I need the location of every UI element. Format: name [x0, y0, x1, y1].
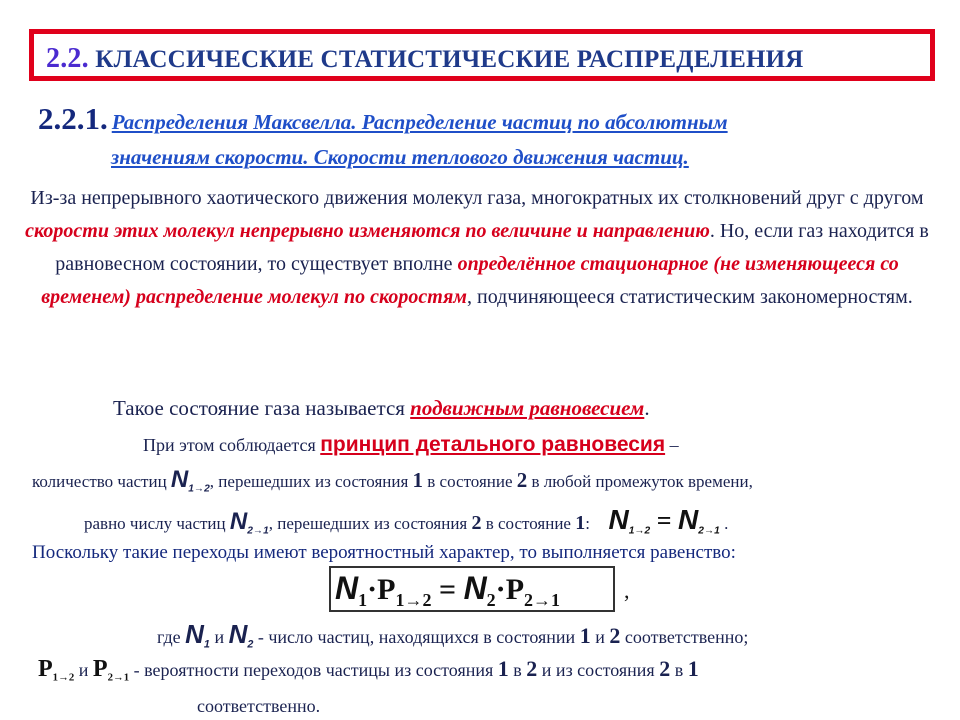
intro-text-1: Из-за непрерывного хаотического движения молекул газа, многократных их столкновений друг с другом	[30, 187, 924, 209]
where-state-1: 1	[579, 623, 591, 648]
state-1-label: 1	[575, 512, 586, 534]
section-number: 2.2.	[46, 43, 89, 74]
prob-text-2: - вероятности переходов частицы из состояния	[129, 660, 498, 680]
where-text-2: и	[209, 627, 229, 647]
n-subscript: 1→2	[188, 483, 210, 495]
line-b-text-3: в состояние	[481, 514, 576, 533]
formula-dot-1: ·	[367, 573, 378, 606]
where-text-3: - число частиц, находящихся в состоянии	[253, 627, 580, 647]
probability-line-end: соответственно.	[197, 696, 321, 716]
prob-state-3: 2	[659, 656, 671, 681]
transition-line-b	[84, 504, 728, 536]
principle-prefix: При этом соблюдается	[143, 435, 321, 455]
n-subscript: 2→1	[247, 525, 269, 537]
intro-emphasis-1: скорости этих молекул непрерывно изменяются по величине и направлению	[25, 220, 710, 242]
prob-text-5: в	[670, 660, 688, 680]
line-a-text-3: в состояние	[423, 472, 517, 491]
prob-p1-sub: 1→2	[52, 671, 75, 684]
line-b-text-4: :	[585, 514, 590, 533]
detailed-balance-term: принцип детального равновесия	[320, 433, 666, 456]
transition-line-a	[32, 466, 753, 494]
where-n2: N	[228, 619, 248, 649]
dynamic-equilibrium-term: подвижным равновесием	[410, 396, 645, 420]
formula-n1-sub: 1	[358, 590, 368, 610]
line-a-text-4: в любой промежуток времени,	[527, 472, 753, 491]
n-symbol: N	[229, 508, 248, 535]
n-symbol: N	[170, 466, 189, 493]
where-text-4: и	[590, 627, 610, 647]
line-a-text-1: количество частиц	[32, 472, 171, 491]
eq-n1-symbol: N	[608, 504, 629, 535]
line-b-text-1: равно числу частиц	[84, 514, 230, 533]
prob-text-1: и	[74, 660, 93, 680]
probability-intro-line: Поскольку такие переходы имеют вероятностный характер, то выполняется равенство:	[32, 542, 736, 563]
prob-text-4: и из состояния	[537, 660, 660, 680]
formula-p2-sub: 2→1	[524, 590, 561, 610]
state-line-prefix: Такое состояние газа называется	[113, 396, 411, 420]
equals-sign: =	[650, 506, 679, 535]
state-line-suffix: .	[644, 396, 650, 420]
section-title	[46, 43, 804, 75]
subsection-title-line2: значениям скорости. Скорости теплового движения частиц.	[111, 145, 689, 169]
principle-suffix: –	[665, 435, 679, 455]
intro-paragraph	[20, 182, 934, 314]
formula-n1: N	[335, 570, 359, 606]
eq-end: .	[719, 514, 729, 533]
state-2-label: 2	[516, 468, 528, 492]
subsection-number: 2.2.1.	[38, 101, 108, 136]
formula-n2-sub: 2	[486, 590, 496, 610]
intro-emphasis-2: определённое стационарное (не изменяющееся со временем) распределение молекул по скоростям	[41, 253, 899, 308]
formula-n2: N	[463, 570, 487, 606]
eq-n2-symbol: N	[678, 504, 699, 535]
principle-line	[143, 433, 679, 457]
prob-state-2: 2	[526, 656, 538, 681]
state-1-label: 1	[412, 468, 424, 492]
state-line	[113, 396, 650, 421]
prob-p2-sub: 2→1	[107, 671, 130, 684]
where-text-1: где	[157, 627, 186, 647]
section-title-box	[29, 29, 935, 81]
eq-n2-subscript: 2→1	[698, 525, 720, 537]
probability-line	[38, 656, 699, 684]
where-n1-sub: 1	[203, 638, 210, 651]
where-n2-sub: 2	[247, 638, 254, 651]
line-b-text-2: , перешедших из состояния	[268, 514, 472, 533]
prob-p1: P	[38, 656, 53, 682]
line-a-text-2: , перешедших из состояния	[209, 472, 413, 491]
formula-trailing-comma: ,	[624, 578, 630, 603]
formula-equals: =	[431, 573, 464, 606]
prob-state-1: 1	[497, 656, 509, 681]
state-2-label: 2	[471, 512, 482, 534]
subsection-heading-line2	[111, 145, 689, 170]
prob-text-3: в	[508, 660, 527, 680]
where-state-2: 2	[609, 623, 621, 648]
eq-n1-subscript: 1→2	[628, 525, 651, 537]
intro-text-2: . Но, если газ находится в равновесном состоянии, то существует вполне	[55, 220, 929, 275]
detailed-balance-formula	[329, 566, 615, 612]
formula-p2: P	[505, 573, 525, 606]
subsection-title-line1: Распределения Максвелла. Распределение частиц по абсолютным	[111, 110, 728, 134]
prob-p2: P	[92, 656, 108, 682]
where-line	[157, 619, 748, 651]
intro-text-3: , подчиняющееся статистическим закономерностям.	[467, 286, 913, 308]
section-title-text: КЛАССИЧЕСКИЕ СТАТИСТИЧЕСКИЕ РАСПРЕДЕЛЕНИЯ	[95, 46, 804, 73]
where-n1: N	[185, 619, 204, 649]
formula-p1-sub: 1→2	[395, 590, 432, 610]
formula-p1: P	[377, 573, 396, 606]
formula-content	[335, 570, 560, 611]
where-text-5: соответственно;	[620, 627, 749, 647]
prob-state-4: 1	[687, 656, 699, 681]
subsection-heading-line1	[38, 101, 728, 137]
formula-dot-2: ·	[495, 573, 506, 606]
